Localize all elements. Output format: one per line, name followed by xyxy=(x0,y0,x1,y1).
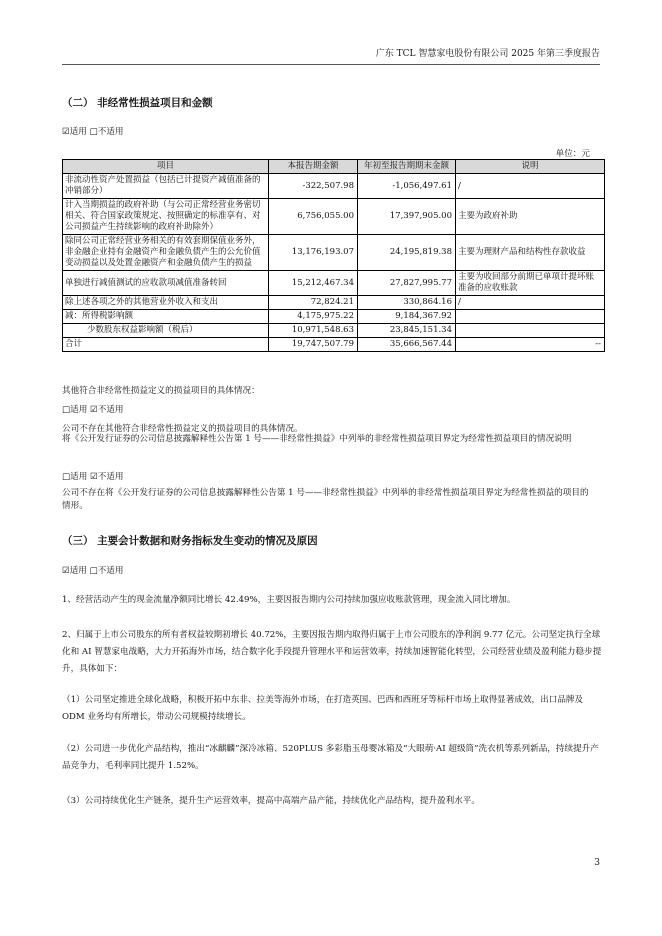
row-item: 减：所得税影响额 xyxy=(63,310,269,324)
row-current: 10,971,548.63 xyxy=(269,324,358,338)
table-row xyxy=(63,310,605,324)
section-title-changes: （三） 主要会计数据和财务指标发生变动的情况及原因 xyxy=(62,535,318,547)
row-item: 单独进行减值测试的应收款项减值准备转回 xyxy=(63,271,269,296)
paragraph-production: （3）公司持续优化生产链条，提升生产运营效率，提高中高端产品产能，持续优化产品结构，提升盈利水平。 xyxy=(62,796,480,806)
row-note xyxy=(456,310,605,324)
paragraph-cashflow: 1、经营活动产生的现金流量净额同比增长 42.49%，主要因报告期内公司持续加强应收账款管理，现金流入同比增加。 xyxy=(62,595,516,605)
applicability-mark: □适用 ☑不适用 xyxy=(62,472,124,482)
row-ytd: 9,184,367.92 xyxy=(358,310,456,324)
table-total-row xyxy=(63,338,605,352)
col-header-ytd: 年初至报告期期末金额 xyxy=(358,160,456,174)
reclassification-title: 将《公开发行证券的公司信息披露解释性公告第 1 号——非经常性损益》中列举的非经常性损益项目界定为经常性损益项目的情况说明 xyxy=(62,434,572,444)
table-row xyxy=(63,199,605,235)
section-title-nonrecurring: （二） 非经常性损益项目和金额 xyxy=(62,97,213,109)
table-row xyxy=(63,174,605,199)
table-row xyxy=(63,324,605,338)
applicability-mark: □适用 ☑不适用 xyxy=(62,405,124,415)
other-items-intro: 其他符合非经常性损益定义的损益项目的具体情况： xyxy=(62,386,260,396)
applicability-mark: ☑适用 □不适用 xyxy=(62,566,124,576)
row-ytd: 23,845,151.34 xyxy=(358,324,456,338)
applicability-mark: ☑适用 □不适用 xyxy=(62,127,124,137)
table-row xyxy=(63,271,605,296)
row-ytd: 35,666,567.44 xyxy=(358,338,456,352)
row-current: 72,824.21 xyxy=(269,296,358,310)
table-row xyxy=(63,235,605,271)
row-ytd: 24,195,819.38 xyxy=(358,235,456,271)
row-item: 少数股东权益影响额（税后） xyxy=(63,324,269,338)
row-item: 非流动性资产处置损益（包括已计提资产减值准备的冲销部分） xyxy=(63,174,269,199)
row-note: / xyxy=(456,296,605,310)
row-item: 除同公司正常经营业务相关的有效套期保值业务外，非金融企业持有金融资产和金融负债产生的公允价值变动损益以及处置金融资产和金融负债产生的损益 xyxy=(63,235,269,271)
report-title: 广东 TCL 智慧家电股份有限公司 2025 年第三季度报告 xyxy=(375,49,600,59)
row-note: 主要为理财产品和结构性存款收益 xyxy=(456,235,605,271)
row-current: -322,507.98 xyxy=(269,174,358,199)
page-header xyxy=(62,46,600,65)
row-note: 主要为政府补助 xyxy=(456,199,605,235)
table-header-row xyxy=(63,160,605,174)
row-current: 13,176,193.07 xyxy=(269,235,358,271)
row-ytd: -1,056,497.61 xyxy=(358,174,456,199)
row-current: 15,212,467.34 xyxy=(269,271,358,296)
col-header-item: 项目 xyxy=(63,160,269,174)
row-note: 主要为收回部分前期已单项计提坏账准备的应收账款 xyxy=(456,271,605,296)
paragraph-equity: 2、归属于上市公司股东的所有者权益较期初增长 40.72%，主要因报告期内取得归属于上市公司股东的净利润 9.77 亿元。公司坚定执行全球化和 AI 智慧家电战略，大力开拓海外市场，结合数字化手段提升管理水平和运营效率，持续加速智能化转型，公司经营业绩及盈利能力稳步提升，具体如下： xyxy=(62,630,602,674)
reclassification-text: 公司不存在将《公开发行证券的公司信息披露解释性公告第 1 号——非经常性损益》中列举的非经常性损益项目界定为经常性损益的项目的情形。 xyxy=(62,488,589,511)
table-row xyxy=(63,296,605,310)
row-item: 计入当期损益的政府补助（与公司正常经营业务密切相关、符合国家政策规定、按照确定的标准享有、对公司损益产生持续影响的政府补助除外） xyxy=(63,199,269,235)
page-number: 3 xyxy=(594,858,600,868)
other-items-text: 公司不存在其他符合非经常性损益定义的损益项目的具体情况。 xyxy=(62,424,303,434)
paragraph-globalization: （1）公司坚定推进全球化战略，积极开拓中东非、拉美等海外市场，在打造英国、巴西和西班牙等标杆市场上取得显著成效，出口品牌及 ODM 业务均有所增长，带动公司规模持续增长。 xyxy=(62,695,584,722)
row-ytd: 27,827,995.77 xyxy=(358,271,456,296)
row-current: 4,175,975.22 xyxy=(269,310,358,324)
row-note: / xyxy=(456,174,605,199)
row-ytd: 17,397,905.00 xyxy=(358,199,456,235)
unit-label: 单位：元 xyxy=(555,149,590,159)
row-current: 19,747,507.79 xyxy=(269,338,358,352)
paragraph-product-structure: （2）公司进一步优化产品结构，推出“冰麒麟”深冷冰箱、520PLUS 多彩脂玉母婴冰箱及“大眼萌·AI 超级筒”洗衣机等系列新品，持续提升产品竞争力，毛利率同比提升 1.52%。 xyxy=(62,744,599,771)
row-ytd: 330,864.16 xyxy=(358,296,456,310)
row-item: 除上述各项之外的其他营业外收入和支出 xyxy=(63,296,269,310)
nonrecurring-gains-table xyxy=(62,159,605,352)
row-note: -- xyxy=(456,338,605,352)
col-header-note: 说明 xyxy=(456,160,605,174)
col-header-current: 本报告期金额 xyxy=(269,160,358,174)
row-note xyxy=(456,324,605,338)
row-current: 6,756,055.00 xyxy=(269,199,358,235)
row-item: 合计 xyxy=(63,338,269,352)
